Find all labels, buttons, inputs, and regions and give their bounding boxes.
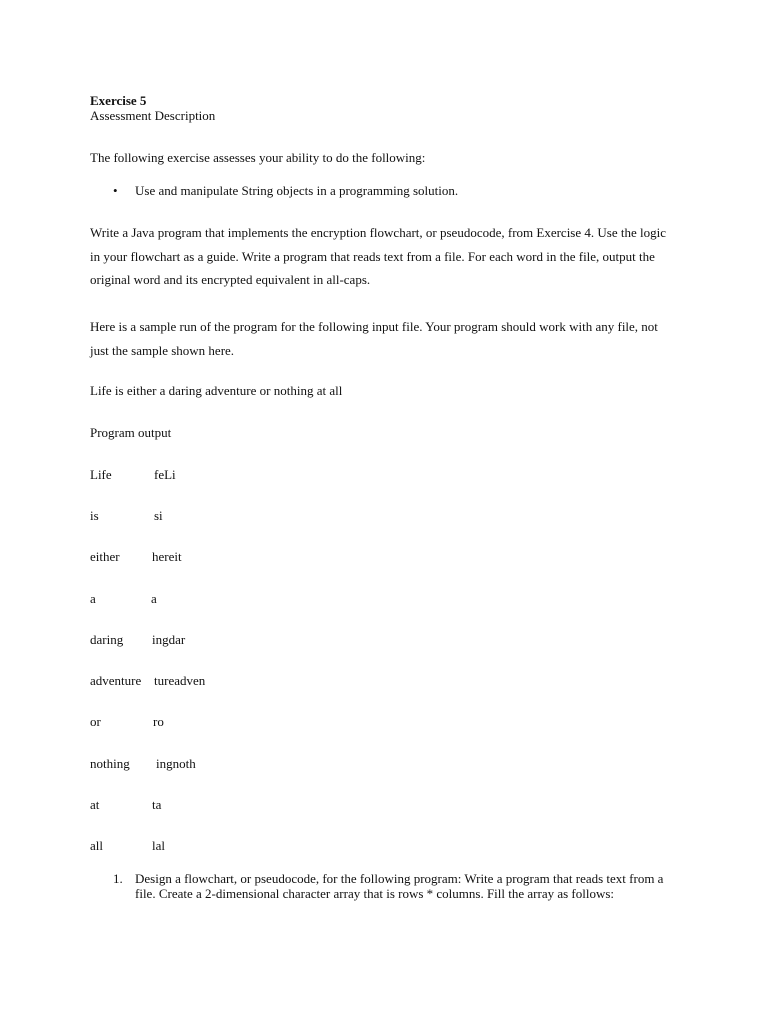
output-encrypted: lal [152, 838, 165, 853]
output-encrypted: ingnoth [156, 756, 196, 771]
output-word: at [90, 797, 100, 812]
bullet-item [113, 183, 458, 199]
step-number: 1. [113, 871, 123, 886]
intro-text: The following exercise assesses your ability to do the following: [90, 150, 426, 165]
sample-run-paragraph: Here is a sample run of the program for the following input file. Your program should work with any file, not just the sample shown here. [90, 319, 658, 358]
sample-input-text: Life is either a daring adventure or nothing at all [90, 383, 343, 398]
program-output-label: Program output [90, 425, 172, 440]
output-encrypted: si [154, 508, 163, 523]
output-encrypted: tureadven [154, 673, 206, 688]
bullet-text: Use and manipulate String objects in a programming solution. [135, 183, 459, 198]
output-encrypted: a [151, 591, 157, 606]
output-word: either [90, 549, 120, 564]
output-encrypted: feLi [154, 467, 176, 482]
output-encrypted: ingdar [152, 632, 186, 647]
output-word: all [90, 838, 103, 853]
output-word: or [90, 714, 101, 729]
output-encrypted: hereit [152, 549, 182, 564]
output-word: a [90, 591, 96, 606]
output-encrypted: ta [152, 797, 162, 812]
step-text: Design a flowchart, or pseudocode, for the following program: Write a program that reads text from a file. Create a 2-dimensional character array that is rows * columns. Fill the array as follows: [135, 871, 664, 901]
exercise-title: Exercise 5 [90, 93, 147, 108]
output-word: nothing [90, 756, 130, 771]
output-word: adventure [90, 673, 142, 688]
output-word: is [90, 508, 99, 523]
output-word: Life [90, 467, 112, 482]
instructions-paragraph: Write a Java program that implements the encryption flowchart, or pseudocode, from Exercise 4. Use the logic in your flowchart as a guide. Write a program that reads text from a file. For each word in the file, output the original word and its encrypted equivalent in all-caps. [90, 225, 666, 287]
output-word: daring [90, 632, 124, 647]
assessment-subtitle: Assessment Description [90, 108, 216, 123]
bullet-dot-icon: • [113, 183, 118, 198]
output-encrypted: ro [153, 714, 164, 729]
